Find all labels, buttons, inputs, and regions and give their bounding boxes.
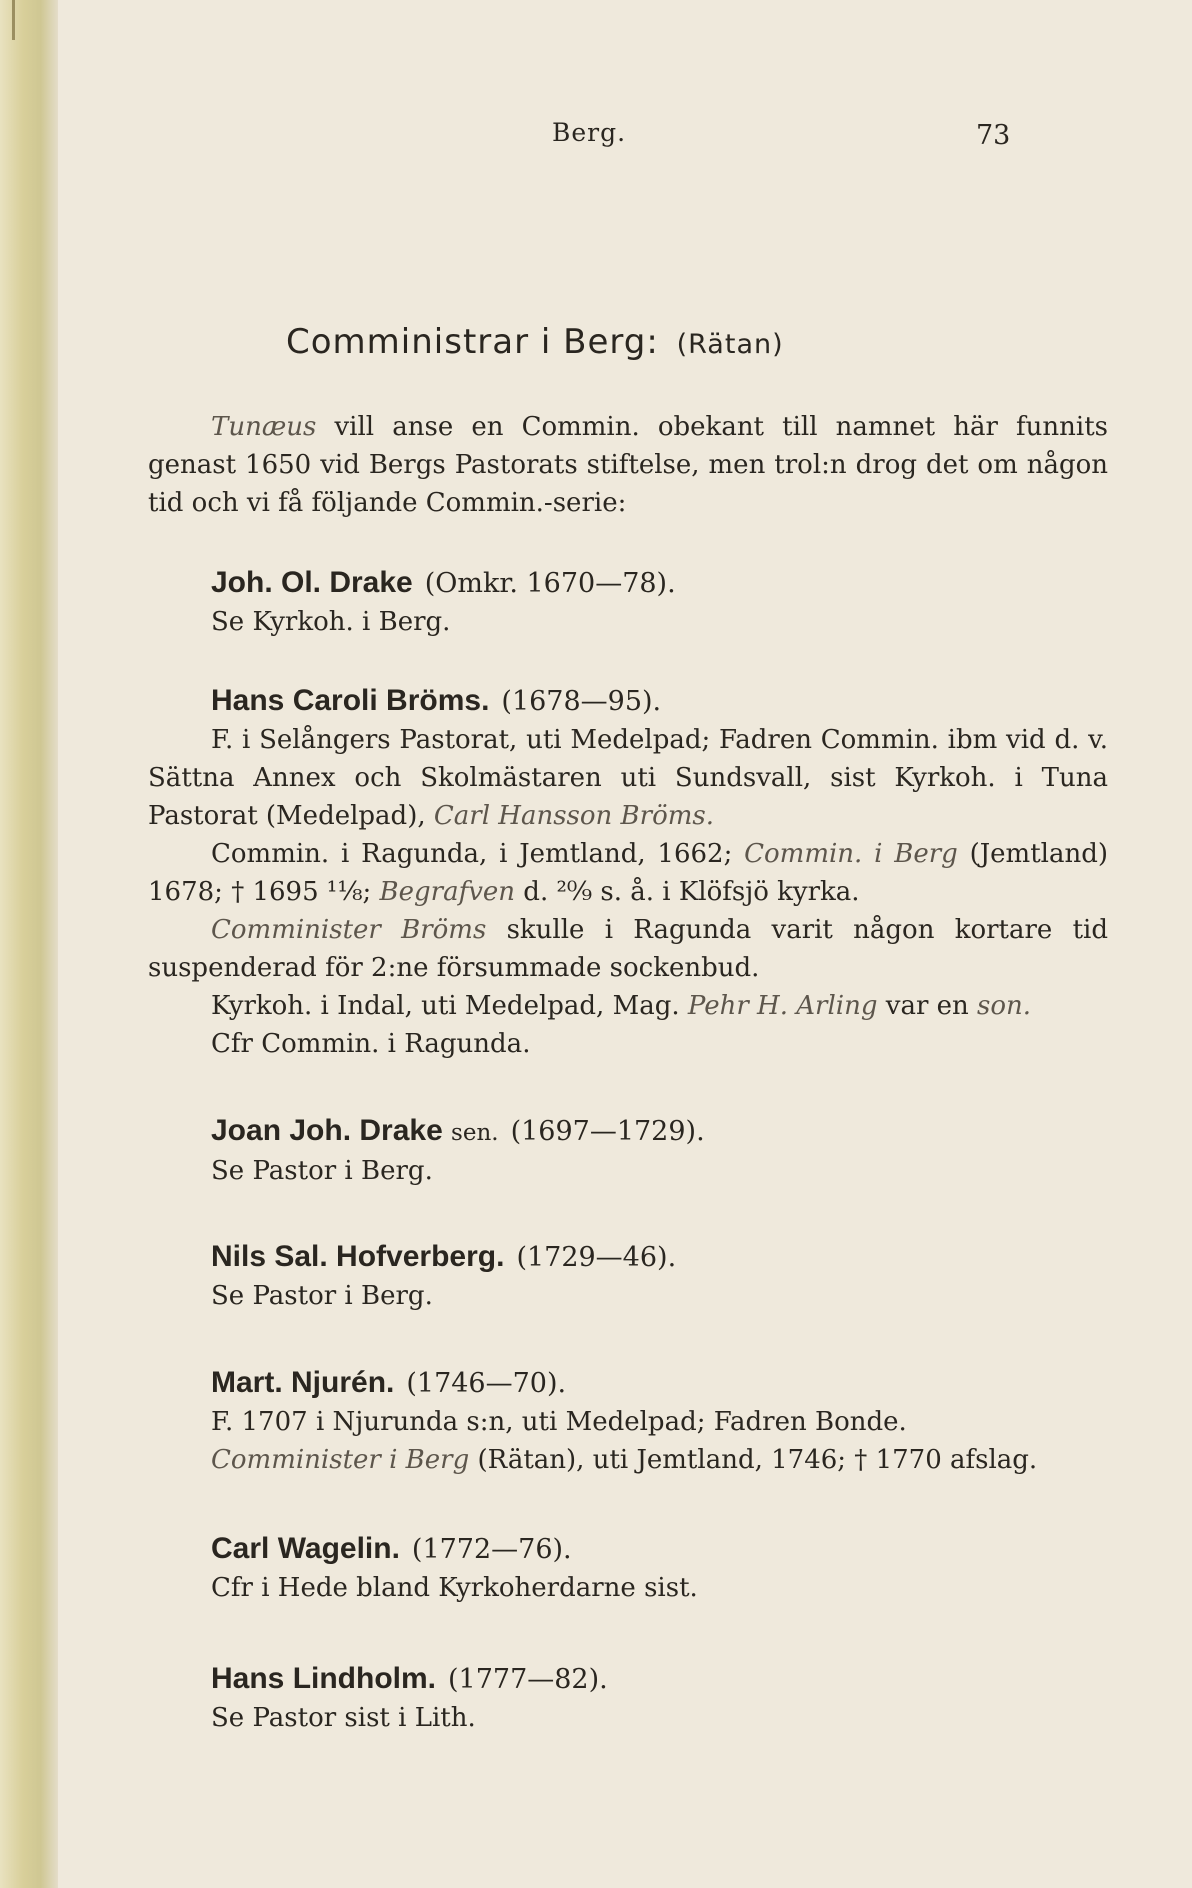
entry-text: (Jemtland) 1678; † 1695 ¹¹⁄₈;	[148, 839, 1108, 907]
entry-hofverberg	[148, 1238, 1108, 1315]
entry-text: Commin. i Ragunda, i Jemtland, 1662;	[211, 839, 745, 869]
entry-em: Carl Hansson Bröms.	[433, 801, 714, 831]
section-title	[286, 322, 784, 362]
page-number: 73	[976, 120, 1011, 151]
entry-dates: (Omkr. 1670—78).	[424, 568, 676, 599]
entry-name: Joan Joh. Drake	[211, 1114, 443, 1147]
entry-dates: (1729—46).	[516, 1242, 677, 1273]
entry-dates: (1746—70).	[406, 1368, 567, 1399]
entry-text: Cfr Commin. i Ragunda.	[211, 1029, 531, 1059]
entry-wagelin	[148, 1530, 1108, 1607]
page	[58, 0, 1192, 1888]
entry-dates: (1697—1729).	[510, 1116, 705, 1147]
entry-em: Comminister i Berg	[211, 1445, 470, 1475]
entry-name: Hans Caroli Bröms.	[211, 684, 490, 717]
entry-line: Se Pastor i Berg.	[211, 1156, 433, 1186]
entry-text: skulle i Ragunda varit någon kortare tid suspenderad för 2:ne försummade sockenbud.	[148, 915, 1108, 983]
intro-paragraph	[148, 408, 1108, 522]
entry-text: (Rätan), uti Jemtland, 1746; † 1770 afslag.	[469, 1445, 1038, 1475]
entry-em: Commin. i Berg	[744, 839, 958, 869]
entry-njuren	[148, 1364, 1108, 1479]
page-header	[58, 118, 1192, 158]
entry-lindholm	[148, 1660, 1108, 1737]
entry-line: Se Pastor i Berg.	[211, 1281, 433, 1311]
book-spine	[0, 0, 58, 1888]
entry-dates: (1678—95).	[501, 686, 662, 717]
entry-line: F. 1707 i Njurunda s:n, uti Medelpad; Fadren Bonde.	[211, 1407, 907, 1437]
running-head: Berg.	[552, 118, 627, 147]
intro-text: vill anse en Commin. obekant till namnet här funnits genast 1650 vid Bergs Pastorats stiftelse, men trol:n drog det om någon tid och vi få följande Commin.-serie:	[148, 412, 1108, 518]
entry-text: var en	[877, 991, 978, 1021]
entry-name: Mart. Njurén.	[211, 1366, 395, 1399]
entry-dates: (1772—76).	[411, 1534, 572, 1565]
entry-line: Se Pastor sist i Lith.	[211, 1703, 476, 1733]
entry-broms	[148, 682, 1108, 1063]
entry-drake-ol	[148, 564, 1108, 641]
entry-line: Se Kyrkoh. i Berg.	[211, 607, 451, 637]
entry-text: d. ²⁰⁄₉ s. å. i Klöfsjö kyrka.	[515, 877, 860, 907]
entry-em: Pehr H. Arling	[687, 991, 878, 1021]
intro-author: Tunæus	[211, 412, 317, 442]
entry-line: Cfr i Hede bland Kyrkoherdarne sist.	[211, 1573, 698, 1603]
entry-em: Comminister Bröms	[211, 915, 487, 945]
spine-mark	[12, 0, 15, 40]
entry-name: Hans Lindholm.	[211, 1662, 436, 1695]
entry-drake-joan	[148, 1112, 1108, 1190]
entry-text: Kyrkoh. i Indal, uti Medelpad, Mag.	[211, 991, 688, 1021]
entry-name: Carl Wagelin.	[211, 1532, 400, 1565]
entry-dates: (1777—82).	[448, 1664, 608, 1695]
entry-em: son.	[977, 991, 1032, 1021]
entry-name: Joh. Ol. Drake	[211, 566, 413, 599]
entry-em: Begrafven	[379, 877, 516, 907]
entry-suffix: sen.	[451, 1120, 499, 1146]
title-sub: (Rätan)	[676, 329, 784, 360]
title-main: Comministrar i Berg:	[286, 322, 659, 362]
entry-text: F. i Selångers Pastorat, uti Medelpad; Fadren Commin. ibm vid d. v. Sättna Annex och Skolmästaren uti Sundsvall, sist Kyrkoh. i Tuna Pastorat (Medelpad),	[148, 725, 1108, 831]
entry-name: Nils Sal. Hofverberg.	[211, 1240, 505, 1273]
